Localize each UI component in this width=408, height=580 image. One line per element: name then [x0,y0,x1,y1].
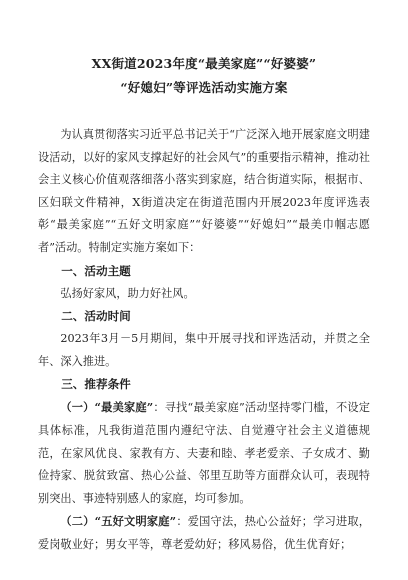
condition-text: ：爱国守法，热心公益好；学习进取，爱岗敬业好；男女平等，尊老爱幼好；移风易俗，优生优育好； [38,515,370,551]
condition-five-good-family [38,510,370,556]
section-body-theme: 弘扬好家风，助力好社风。 [60,286,195,300]
section-heading-conditions: 三、推荐条件 [61,377,131,392]
condition-label: （一）“最美家庭” [60,400,154,415]
title-line-2: “好媳妇”等评选活动实施方案 [120,80,288,95]
title-line-1: XX街道2023年度“最美家庭”“好婆婆” [91,56,317,71]
section-heading-theme: 一、活动主题 [61,263,131,278]
section-heading-time: 二、活动时间 [61,309,131,324]
intro-paragraph: 为认真贯彻落实习近平总书记关于“广泛深入地开展家庭文明建设活动，以好的家风支撑起好的社会风气”的重要指示精神，推动社会主义核心价值观落细落小落实到家庭，结合街道实际，根据市、区妇联文件精神，X街道决定在街道范围内开展2023年度评选表彰“最美家庭”“五好文明家庭”“好婆婆”“好媳妇”“最美巾帼志愿者”活动。特制定实施方案如下： [38,128,370,254]
condition-label: （二）“五好文明家庭” [60,514,177,529]
condition-text: ：寻找“最美家庭”活动坚持零门槛，不设定具体标准，凡我街道范围内遵纪守法、自觉遵守社会主义道德规范，在家风优良、家教有方、夫妻和睦、孝老爱亲、子女成才、勤俭持家、脱贫致富、热心公益、邻里互助等方面群众认可，表现特别突出、事迹特别感人的家庭，均可参加。 [38,401,370,505]
section-body-time: 2023年3月－5月期间，集中开展寻找和评选活动，并贯之全年、深入推进。 [38,332,370,368]
condition-most-beautiful-family [38,396,370,510]
document-title [38,52,370,100]
